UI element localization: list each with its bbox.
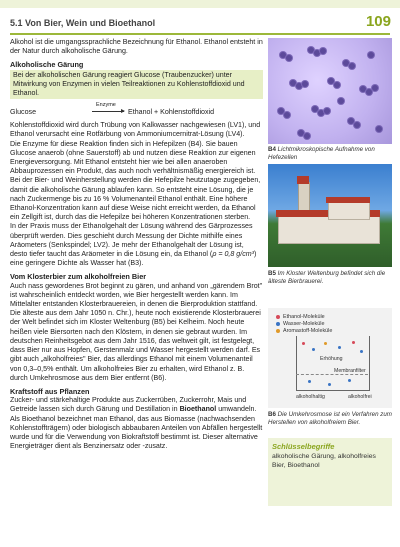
header-rule (10, 33, 390, 35)
legend-ethanol (276, 314, 325, 320)
text-bioethanol-start: Zucker- und stärkehaltige Produkte aus Zuckerrüben, Zuckerrohr, Mais und Getreide lassen sich durch Gärung und Destillation in (10, 396, 247, 414)
caption-b6-text: Die Umkehrosmose ist ein Verfahren zum Herstellen von alkoholfreiem Bier. (268, 411, 392, 426)
caption-b4 (268, 146, 392, 162)
paragraph-aerometer (10, 222, 263, 268)
pressure-label: Erhöhung (320, 356, 343, 362)
paragraph-hefepilze: Die Enzyme für diese Reaktion finden sich in Hefepilzen (B4). Sie bauen Glucose anaerob (ohne Sauerstoff) ab und nutzen diese Reaktion zur eigenen Energieversorgung. Mit Ethanol entsteht hier wie bei allen anaeroben Abbauprozessen ein Produkt, das auch noch verhältnismäßig energiereich ist. (10, 139, 256, 176)
legend-aroma-label: Aromastoff-Moleküle (283, 328, 333, 334)
caption-b5 (268, 270, 392, 286)
kloster-weltenburg-photo (268, 164, 392, 267)
caption-b4-label: B4 (268, 146, 276, 153)
osmosis-tank (296, 336, 370, 391)
intro-paragraph: Alkohol ist die umgangssprachliche Bezeichnung für Ethanol. Ethanol entsteht in der Natur durch alkoholische Gärung. (10, 38, 263, 56)
heading-alkoholische-gaerung: Alkoholische Gärung (10, 60, 84, 70)
main-text-column (10, 38, 263, 451)
legend-water-label: Wasser-Moleküle (283, 321, 325, 327)
legend-water (276, 321, 324, 327)
text-bioethanol-end: umwandeln. Als Bioethanol bezeichnet man Ethanol, das aus Biomasse (nachwachsenden Kohlenstoffträgern) oder biologisch abbaubaren Anteilen von Abfällen hergestellt wurde und für die Verwendung von Biokraftstoff bestimmt ist. Dieser alternative Energieträger dient als Benzinersatz oder -zusatz. (10, 405, 263, 451)
definition-box: Bei der alkoholischen Gärung reagiert Glucose (Traubenzucker) unter Mitwirkung von Enzymen in vielen Teilreaktionen zu Kohlenstoffdioxid und Ethanol. (10, 70, 263, 100)
page-number: 109 (365, 13, 391, 30)
keywords-box (268, 438, 392, 506)
yeast-micrograph-image (268, 38, 392, 144)
caption-b5-label: B5 (268, 270, 276, 277)
aroma-dot-icon (276, 329, 280, 333)
paragraph-nachweis: Kohlenstoffdioxid wird durch Trübung von Kalkwasser nachgewiesen (LV1), und Ethanol verursacht eine Rotfärbung von Ammoniumcernitrat-Lösung (LV4). (10, 121, 261, 139)
membrane-label: Membranfilter (334, 368, 366, 374)
keywords-title: Schlüsselbegriffe (272, 442, 335, 451)
text-bioethanol-bold: Bioethanol (179, 405, 217, 414)
water-dot-icon (276, 322, 280, 326)
reaction-arrow-icon (92, 111, 124, 112)
paragraph-klosterbier: Auch nass gewordenes Brot beginnt zu gären, und anhand von „gärendem Brot" ist wahrscheinlich entdeckt worden, wie Bier hergestellt werden kann. Im Mittelalter entstanden Klosterbrauereien, in denen die Bierproduktion stattfand. Die älteste aus dem Jahr 1050 n. Chr.), heute noch existierende Klosterbrauerei der Welt befindet sich im Kloster Weltenburg (B5) bei Kelheim. Noch heute heißen viele Biersorten nach den Klöstern, in denen sie gebraut wurden. Im deutschen Reinheitsgebot aus dem Jahr 1516, das weltweit gilt, ist festgelegt, dass Bier nur aus Hopfen, Gerstenmalz und Wasser hergestellt werden darf. Es gibt auch „alkoholfreies" Bier, das allerdings Ethanol mit einem Volumenanteil von 0,3–0,5% enthält. Um alkoholfreies Bier zu erhalten, wird Ethanol z. B. durch Umkehrosmose aus dem Bier entfernt (B6). (10, 281, 263, 382)
header-color-bar (0, 0, 400, 8)
heading-klosterbier: Vom Klosterbier zum alkoholfreien Bier (10, 272, 147, 282)
chapter-title: 5.1 Von Bier, Wein und Bioethanol (10, 18, 156, 28)
right-chamber-label: alkoholfrei (348, 394, 372, 400)
reverse-osmosis-diagram (268, 308, 392, 408)
heading-kraftstoff: Kraftstoff aus Pflanzen (10, 386, 90, 396)
text-aerometer-end: ) eine geringere Dichte als Wasser hat (B3). (10, 250, 257, 268)
reaction-equation (10, 101, 263, 119)
paragraph-bioethanol (10, 396, 263, 451)
equation-products: Ethanol + Kohlenstoffdioxid (128, 108, 215, 117)
membrane-line (296, 374, 368, 375)
paragraph-bierherstellung: Bei der Bier- und Weinherstellung werden die Hefepilze heutzutage zugegeben, damit die alkoholische Gärung ablaufen kann. So entsteht eine Lösung, die je nach Zuckermenge bis zu 16 % Volumenanteil Ethanol enthält. Eine höhere Ethanol-Konzentration kann auf diese Weise nicht erreicht werden, da Ethanol ein Zellgift ist, durch das die Hefepilze bei höheren Konzentrationen sterben. (10, 176, 261, 222)
equation-enzyme-label: Enzyme (96, 102, 116, 109)
left-chamber-label: alkoholhaltig (296, 394, 325, 400)
text-density: ρ = 0,8 g/cm³ (212, 250, 255, 259)
equation-reactant: Glucose (10, 108, 37, 117)
caption-b5-text: Im Kloster Weltenburg befindet sich die älteste Bierbrauerei. (268, 270, 386, 285)
legend-ethanol-label: Ethanol-Moleküle (283, 314, 325, 320)
legend-aroma (276, 328, 332, 334)
caption-b6-label: B6 (268, 411, 276, 418)
page-header (0, 0, 400, 38)
ethanol-dot-icon (276, 315, 280, 319)
keywords-list: alkoholische Gärung, alkoholfreies Bier, Bioethanol (272, 453, 376, 469)
caption-b6 (268, 411, 392, 427)
text-aerometer-start: In der Praxis muss der Ethanolgehalt der Lösung während des Gärprozesses überprüft werden. Dies geschieht durch Messung der Dichte mithilfe eines Aräometers (Senkspindel; LV2). Je mehr der Ethanolgehalt der Lösung ist, desto tiefer taucht das Aräometer in die Lösung ein, da Ethanol ( (10, 222, 253, 259)
caption-b4-text: Lichtmikroskopische Aufnahme von Hefezellen (268, 146, 375, 161)
